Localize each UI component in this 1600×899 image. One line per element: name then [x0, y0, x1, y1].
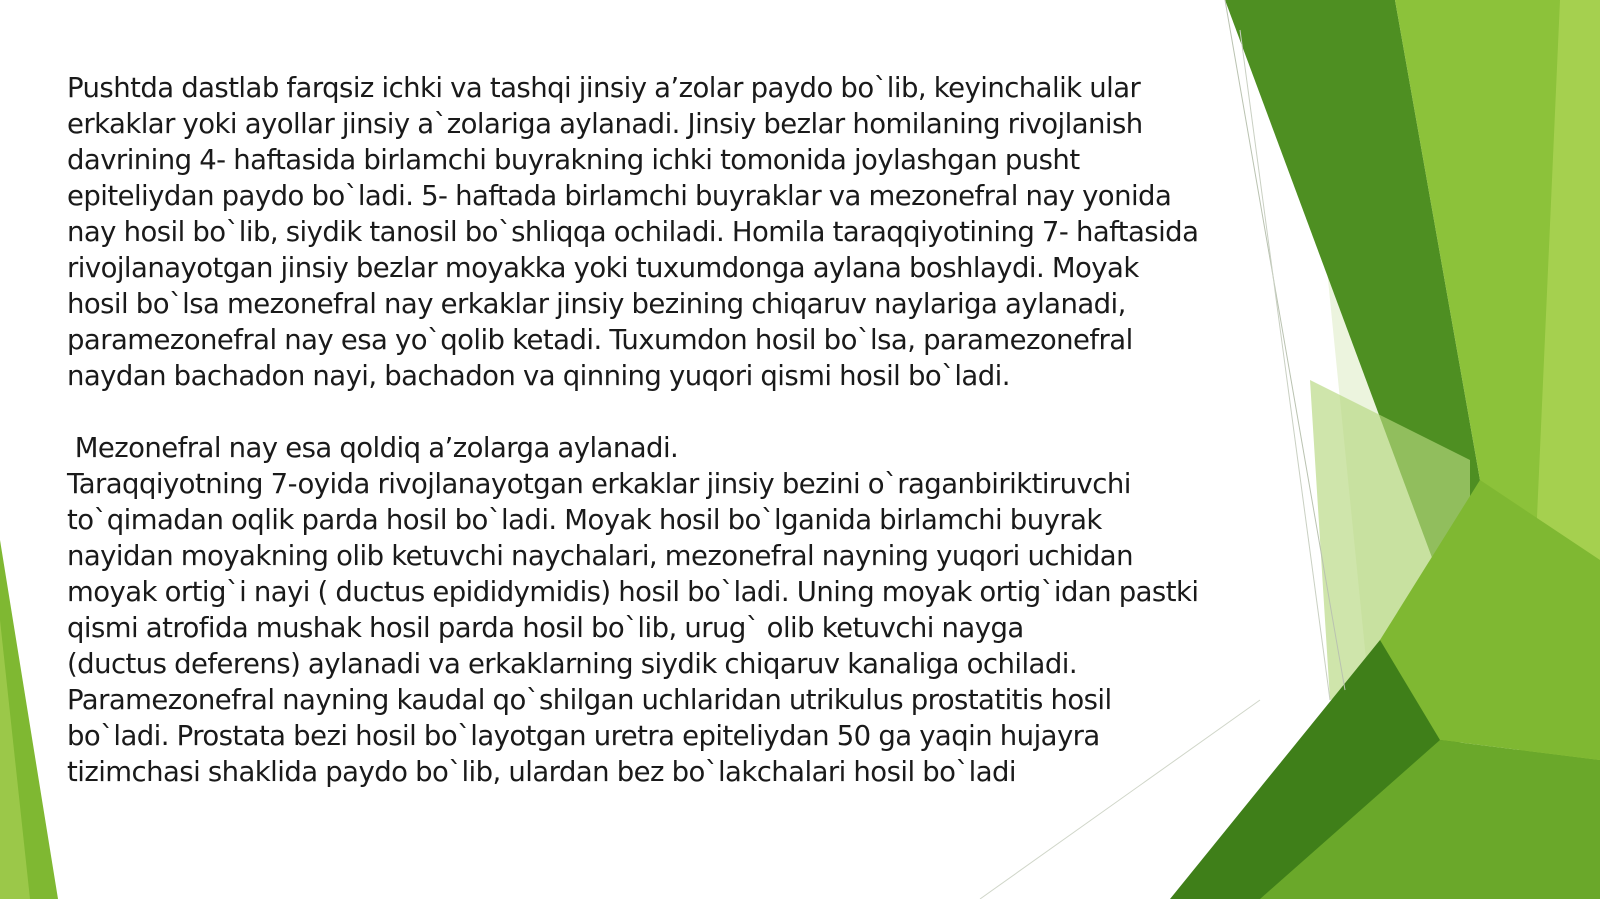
text-line: Taraqqiyotning 7-oyida rivojlanayotgan erkaklar jinsiy bezini o`raganbiriktiruvchi — [67, 468, 1131, 500]
text-line: Mezonefral nay esa qoldiq a’zolarga aylanadi. — [67, 432, 679, 464]
paragraph-2 — [67, 430, 1307, 790]
text-line: erkaklar yoki ayollar jinsiy a`zolariga aylanadi. Jinsiy bezlar homilaning rivojlanish — [67, 108, 1143, 140]
text-line: nayidan moyakning olib ketuvchi naychalari, mezonefral nayning yuqori uchidan — [67, 540, 1133, 572]
text-line: nay hosil bo`lib, siydik tanosil bo`shliqqa ochiladi. Homila taraqqiyotining 7- haftasida — [67, 216, 1199, 248]
text-line: epiteliydan paydo bo`ladi. 5- haftada birlamchi buyraklar va mezonefral nay yonida — [67, 180, 1172, 212]
text-line: tizimchasi shaklida paydo bo`lib, ulardan bez bo`lakchalari hosil bo`ladi — [67, 756, 1016, 788]
text-line: moyak ortig`i nayi ( ductus epididymidis) hosil bo`ladi. Uning moyak ortig`idan pastki — [67, 576, 1199, 608]
text-line: Paramezonefral nayning kaudal qo`shilgan uchlaridan utrikulus prostatitis hosil — [67, 684, 1112, 716]
text-line: davrining 4- haftasida birlamchi buyrakning ichki tomonida joylashgan pusht — [67, 144, 1080, 176]
text-line: hosil bo`lsa mezonefral nay erkaklar jinsiy bezining chiqaruv naylariga aylanadi, — [67, 288, 1126, 320]
text-line: (ductus deferens) aylanadi va erkaklarning siydik chiqaruv kanaliga ochiladi. — [67, 648, 1078, 680]
text-line: naydan bachadon nayi, bachadon va qinning yuqori qismi hosil bo`ladi. — [67, 360, 1010, 392]
text-line: Pushtda dastlab farqsiz ichki va tashqi jinsiy a’zolar paydo bo`lib, keyinchalik ular — [67, 72, 1141, 104]
text-line: paramezonefral nay esa yo`qolib ketadi. Tuxumdon hosil bo`lsa, paramezonefral — [67, 324, 1133, 356]
slide-body-text — [67, 70, 1307, 790]
text-line: rivojlanayotgan jinsiy bezlar moyakka yoki tuxumdonga aylana boshlaydi. Moyak — [67, 252, 1139, 284]
paragraph-1 — [67, 70, 1307, 394]
paragraph-spacer — [67, 394, 1307, 430]
text-line: bo`ladi. Prostata bezi hosil bo`layotgan uretra epiteliydan 50 ga yaqin hujayra — [67, 720, 1100, 752]
text-line: qismi atrofida mushak hosil parda hosil bo`lib, urug` olib ketuvchi nayga — [67, 612, 1024, 644]
text-line: to`qimadan oqlik parda hosil bo`ladi. Moyak hosil bo`lganida birlamchi buyrak — [67, 504, 1102, 536]
